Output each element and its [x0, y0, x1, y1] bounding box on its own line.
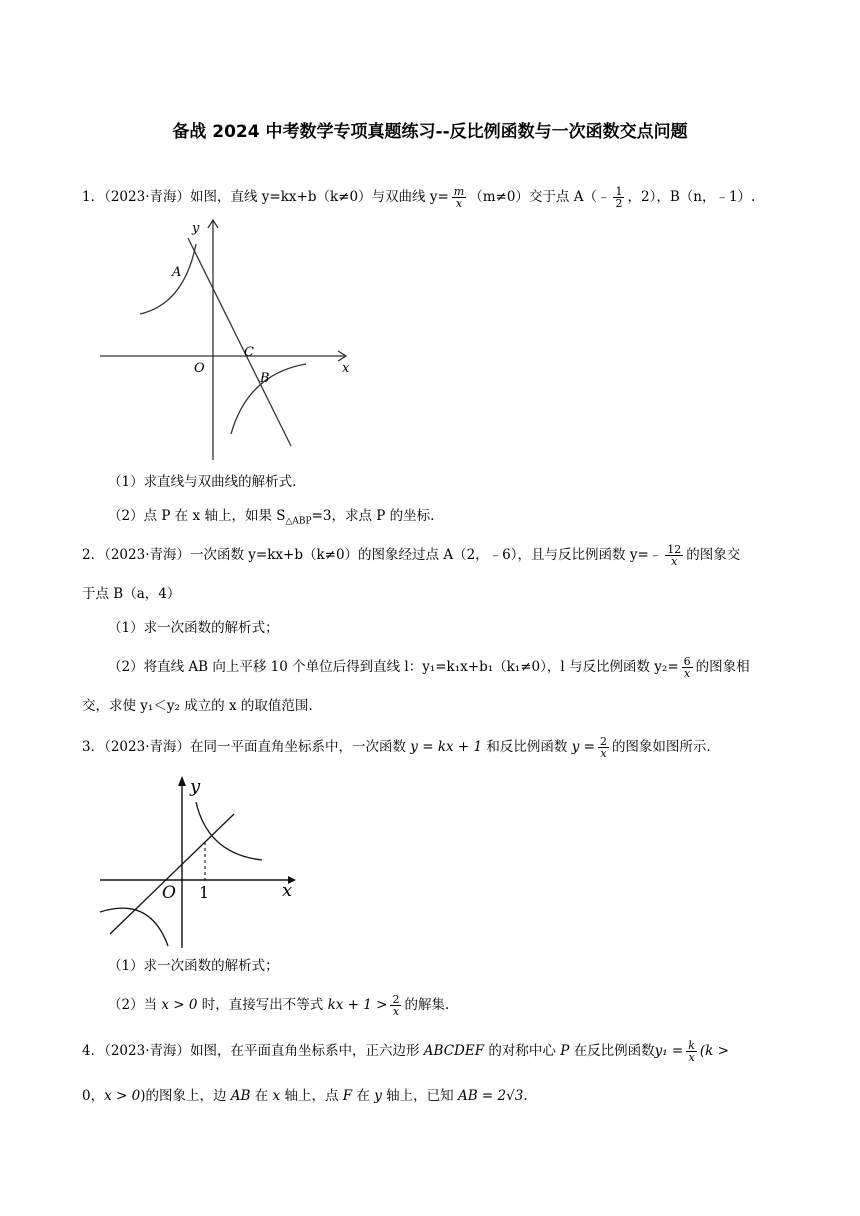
- q4-text-b: 的对称中心: [488, 1043, 556, 1059]
- q1-figure: [96, 216, 356, 464]
- q2-text-b: 的图象交: [686, 547, 741, 563]
- q2-sub2-fraction: $\frac{6}{x}$: [683, 655, 691, 680]
- q1-stem: [82, 186, 812, 209]
- q3-sub2-condition: x > 0: [161, 997, 198, 1013]
- q4-line2-a: 0，: [82, 1088, 105, 1104]
- q3-text-b: 和反比例函数: [486, 739, 568, 755]
- q3-number: 3．: [82, 739, 105, 755]
- q3-fig-label-x: x: [282, 880, 293, 901]
- q1-source: （2023·青海）: [104, 189, 190, 205]
- q3-fig-label-y: y: [190, 776, 201, 797]
- q4-point-p: P: [560, 1043, 570, 1059]
- page-title: 备战 2024 中考数学专项真题练习--反比例函数与一次函数交点问题: [172, 122, 688, 142]
- q3-text-c: 的图象如图所示.: [611, 739, 711, 755]
- q1-sub2-subscript: △ABP: [285, 516, 312, 527]
- q3-fig-label-o: O: [162, 883, 176, 903]
- q2-sub2-text-a: （2）将直线 AB 向上平移 10 个单位后得到直线 l：y₁=k₁x+b₁（k₁≠0），l 与反比例函数 y₂=: [108, 659, 679, 675]
- q2-sub1: （1）求一次函数的解析式；: [108, 620, 279, 636]
- q4-point-f: F: [342, 1088, 353, 1104]
- q4-y-axis: y: [374, 1088, 382, 1104]
- q1-sub1: （1）求直线与双曲线的解析式.: [108, 474, 297, 490]
- q3-sub2-text-c: 的解集.: [404, 997, 450, 1013]
- q1-fig-label-c: C: [244, 345, 254, 360]
- q2-stem: [82, 544, 812, 567]
- q4-stem-line2: [82, 1086, 812, 1106]
- q3-stem: [82, 736, 812, 759]
- q4-line2-e: 轴上，点: [284, 1088, 339, 1104]
- q3-eq1: y = kx + 1: [410, 739, 483, 755]
- q1-fraction-m-over-x: $\frac{m}{x}$: [453, 185, 465, 210]
- q4-text-a: 如图，在平面直角坐标系中，正六边形: [190, 1043, 420, 1059]
- q2-stem-line2: 于点 B（a，4）: [82, 586, 181, 602]
- q1-fig-label-o: O: [194, 361, 205, 376]
- q4-source: （2023·青海）: [104, 1043, 190, 1059]
- q4-line2-c: )的图象上，边: [140, 1088, 227, 1104]
- q3-figure: [98, 770, 308, 950]
- q1-fig-label-y: y: [192, 221, 200, 236]
- q3-fig-label-one: 1: [199, 883, 210, 902]
- q3-source: （2023·青海）: [104, 739, 190, 755]
- q4-number: 4．: [82, 1043, 105, 1059]
- q4-y1: y₁ =: [654, 1043, 684, 1059]
- q2-number: 2．: [82, 547, 105, 563]
- q1-text-c: ，2），B（n，﹣1）.: [627, 189, 756, 205]
- q1-text-b: （m≠0）交于点 A（﹣: [469, 189, 611, 205]
- q4-text-d: (k >: [699, 1043, 729, 1059]
- q3-sub2-fraction: $\frac{2}{x}$: [392, 993, 400, 1018]
- q1-fraction-half: $\frac{1}{2}$: [615, 185, 623, 210]
- q4-stem: [82, 1040, 812, 1063]
- q4-line2-g: 轴上，已知: [386, 1088, 454, 1104]
- q1-sub2-text-b: =3，求点 P 的坐标.: [311, 508, 435, 524]
- q3-sub2: [108, 994, 838, 1017]
- q4-ab-length: AB = 2√3.: [457, 1088, 528, 1104]
- q4-line2-b: x > 0: [104, 1088, 141, 1104]
- q1-text-a: 如图，直线 y=kx+b（k≠0）与双曲线 y=: [190, 189, 449, 205]
- q1-fig-label-b: B: [260, 371, 270, 386]
- q4-text-c: 在反比例函数: [573, 1043, 655, 1059]
- q1-fig-label-a: A: [172, 265, 182, 280]
- q4-line2-d: 在: [254, 1088, 269, 1104]
- q3-sub2-text-b: 时，直接写出不等式: [201, 997, 324, 1013]
- q3-sub1: （1）求一次函数的解析式；: [108, 958, 279, 974]
- q4-fraction-k-over-x: $\frac{k}{x}$: [688, 1039, 695, 1064]
- q2-fraction-12-over-x: $\frac{12}{x}$: [667, 543, 682, 568]
- q1-sub2: [108, 506, 838, 532]
- q3-eq2-fraction: $\frac{2}{x}$: [599, 735, 607, 760]
- q1-number: 1．: [82, 189, 105, 205]
- q4-hexagon-name: ABCDEF: [423, 1043, 485, 1059]
- q2-sub2: [108, 656, 838, 679]
- q2-sub2-text-b: 的图象相: [695, 659, 750, 675]
- q1-sub2-text-a: （2）点 P 在 x 轴上，如果 S: [108, 508, 286, 524]
- q2-sub2-line2: 交，求使 y₁＜y₂ 成立的 x 的取值范围.: [82, 698, 313, 714]
- q4-x-axis: x: [272, 1088, 281, 1104]
- q3-sub2-inequality: kx + 1 >: [327, 997, 388, 1013]
- q3-eq2-left: y =: [571, 739, 595, 755]
- q4-line2-f: 在: [356, 1088, 370, 1104]
- q3-sub2-text-a: （2）当: [108, 997, 158, 1013]
- q3-text-a: 在同一平面直角坐标系中，一次函数: [190, 739, 406, 755]
- q2-text-a: 一次函数 y=kx+b（k≠0）的图象经过点 A（2，﹣6），且与反比例函数 y=﹣: [190, 547, 663, 563]
- q4-edge-ab: AB: [230, 1088, 251, 1104]
- q1-fig-label-x: x: [342, 361, 350, 376]
- q2-source: （2023·青海）: [104, 547, 190, 563]
